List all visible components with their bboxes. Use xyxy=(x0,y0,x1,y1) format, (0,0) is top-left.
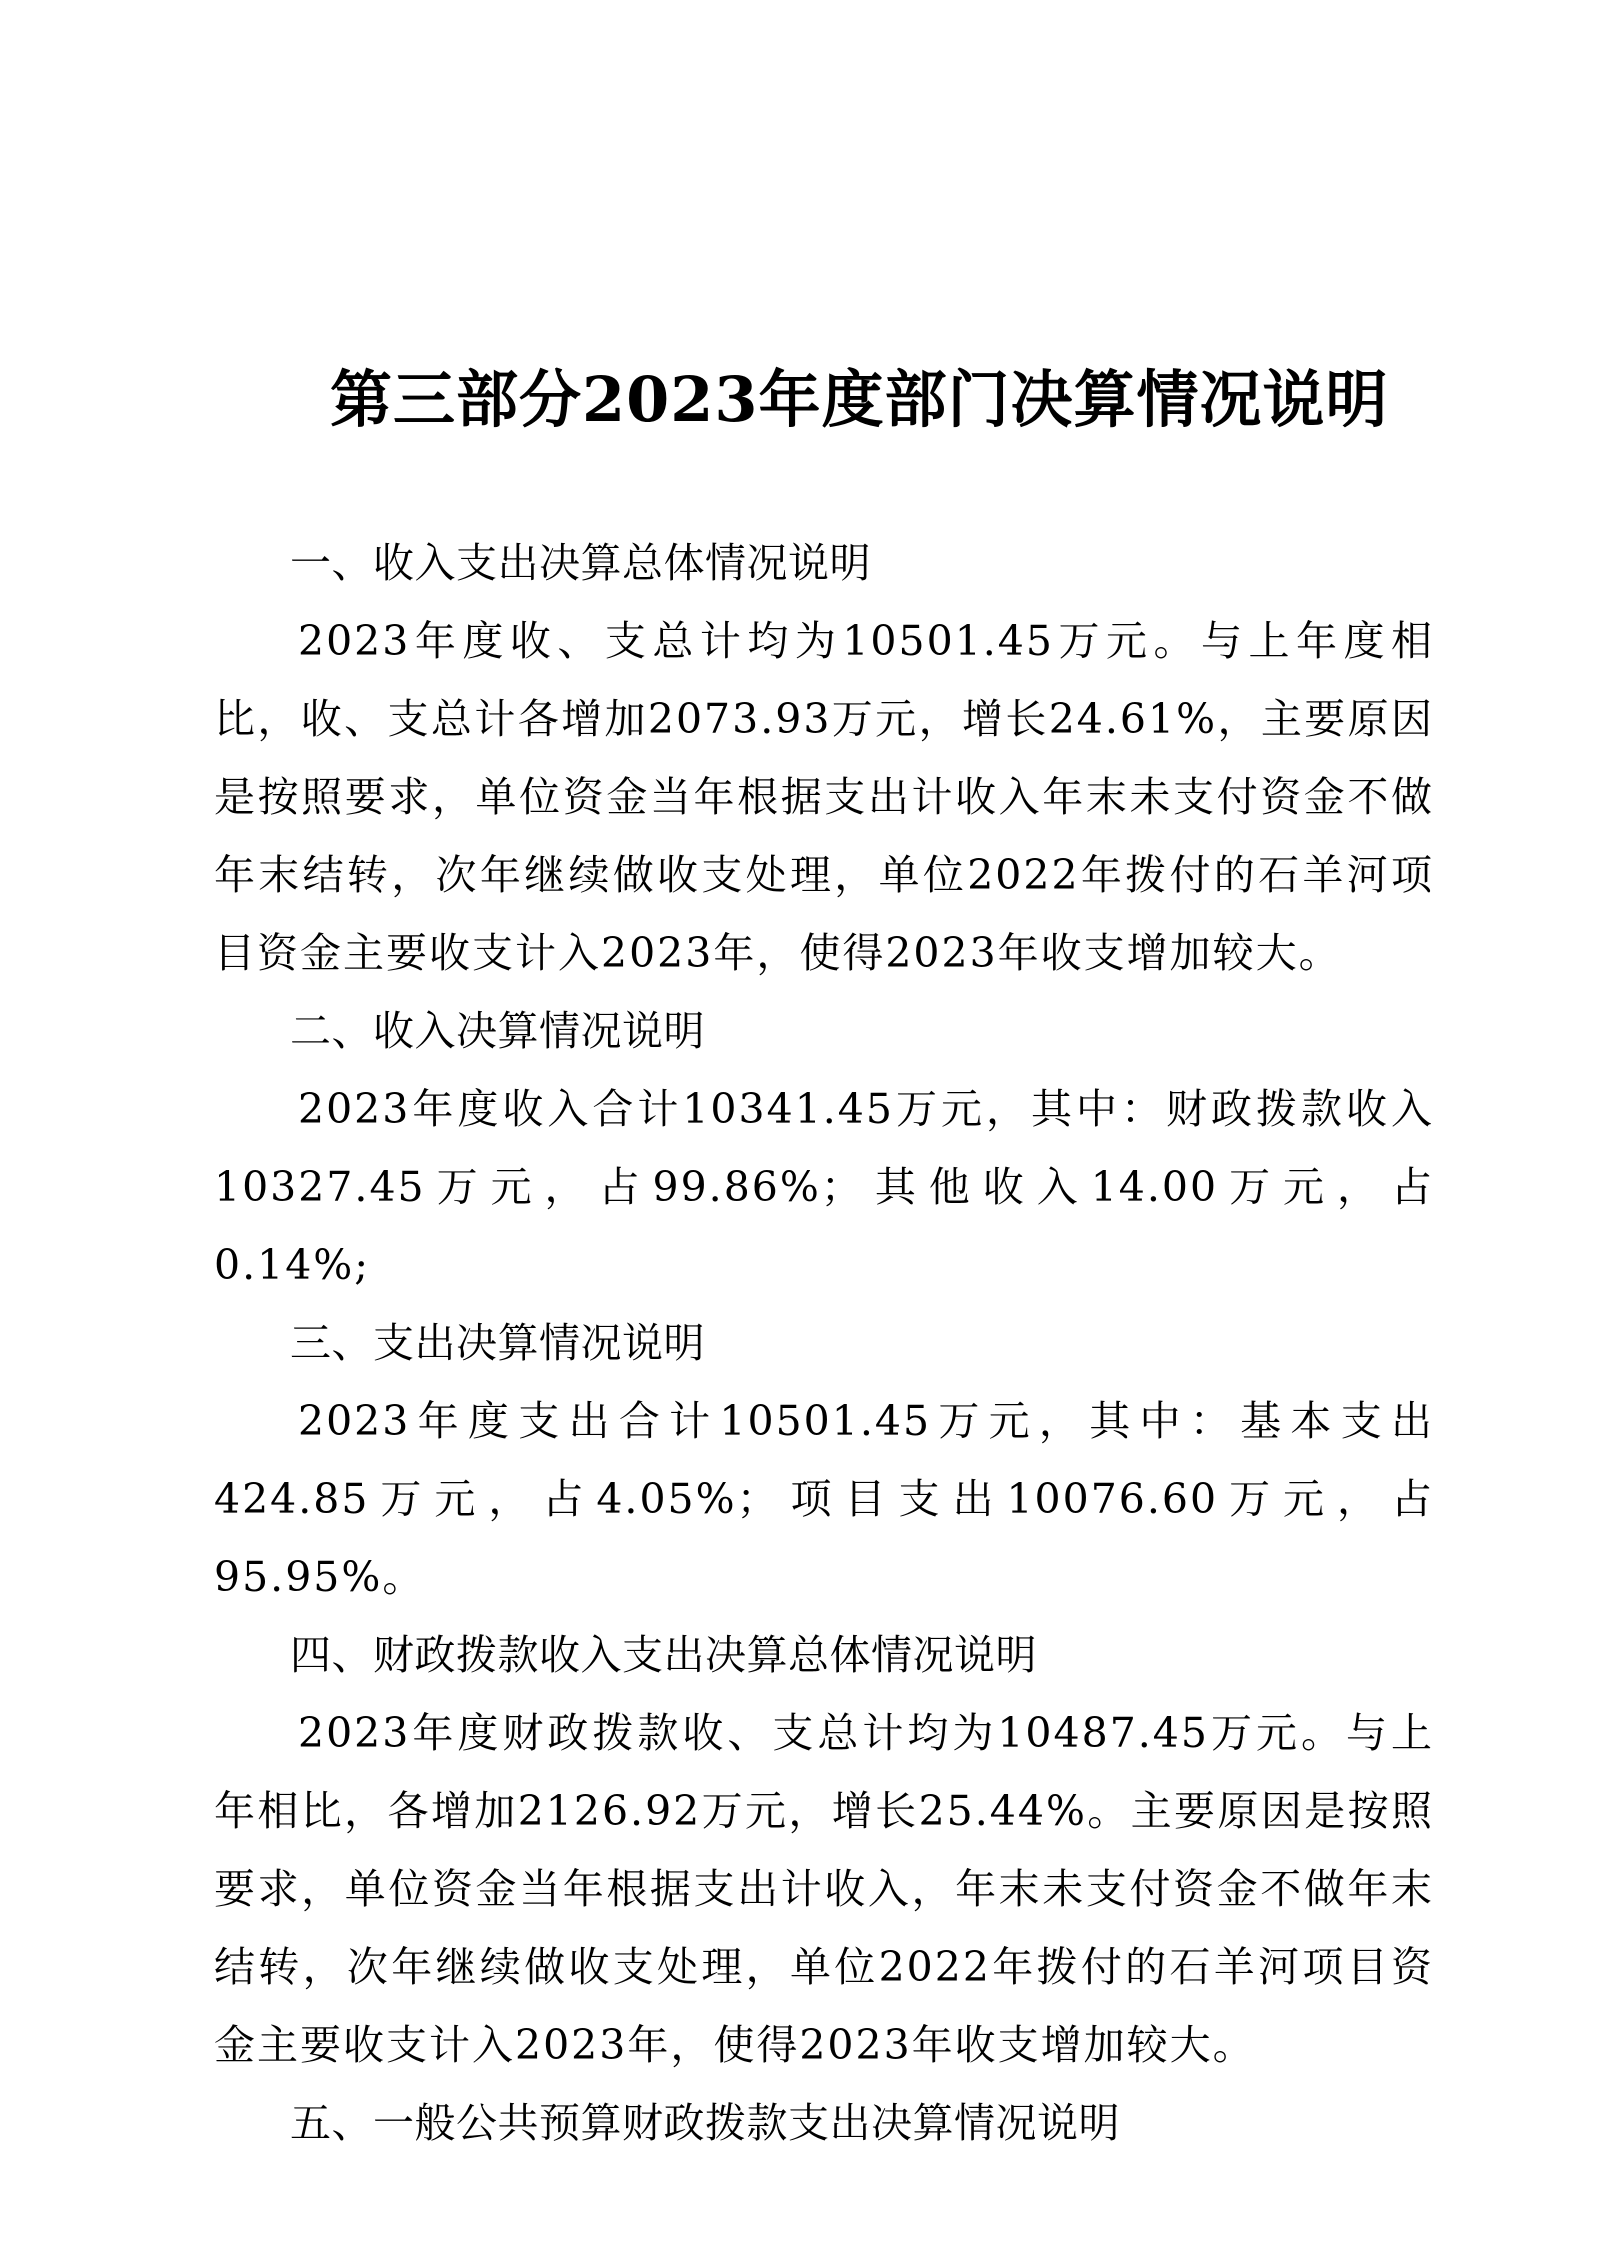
section-heading-5: 五、一般公共预算财政拨款支出决算情况说明 xyxy=(290,2099,1120,2147)
section-paragraph-3: 2023年度支出合计10501.45万元，其中：基本支出424.85万元，占4.05%；项目支出10076.60万元，占95.95%。 xyxy=(214,1397,1434,1601)
section-paragraph-4: 2023年度财政拨款收、支总计均为10487.45万元。与上年相比，各增加2126.92万元，增长25.44%。主要原因是按照要求，单位资金当年根据支出计收入，年末未支付资金不做年末结转，次年继续做收支处理，单位2022年拨付的石羊河项目资金主要收支计入2023年，使得2023年收支增加较大。 xyxy=(214,1709,1434,2069)
section-heading-1: 一、收入支出决算总体情况说明 xyxy=(290,539,871,587)
page-title: 第三部分2023年度部门决算情况说明 xyxy=(330,363,1389,436)
section-heading-3: 三、支出决算情况说明 xyxy=(290,1319,705,1367)
section-paragraph-1: 2023年度收、支总计均为10501.45万元。与上年度相比，收、支总计各增加2073.93万元，增长24.61%，主要原因是按照要求，单位资金当年根据支出计收入年末未支付资金不做年末结转，次年继续做收支处理，单位2022年拨付的石羊河项目资金主要收支计入2023年，使得2023年收支增加较大。 xyxy=(214,617,1434,977)
section-heading-2: 二、收入决算情况说明 xyxy=(290,1007,705,1055)
section-paragraph-2: 2023年度收入合计10341.45万元，其中：财政拨款收入10327.45万元，占99.86%；其他收入14.00万元，占0.14%; xyxy=(214,1085,1434,1289)
document-body xyxy=(214,524,1434,2162)
section-heading-4: 四、财政拨款收入支出决算总体情况说明 xyxy=(290,1631,1037,1679)
